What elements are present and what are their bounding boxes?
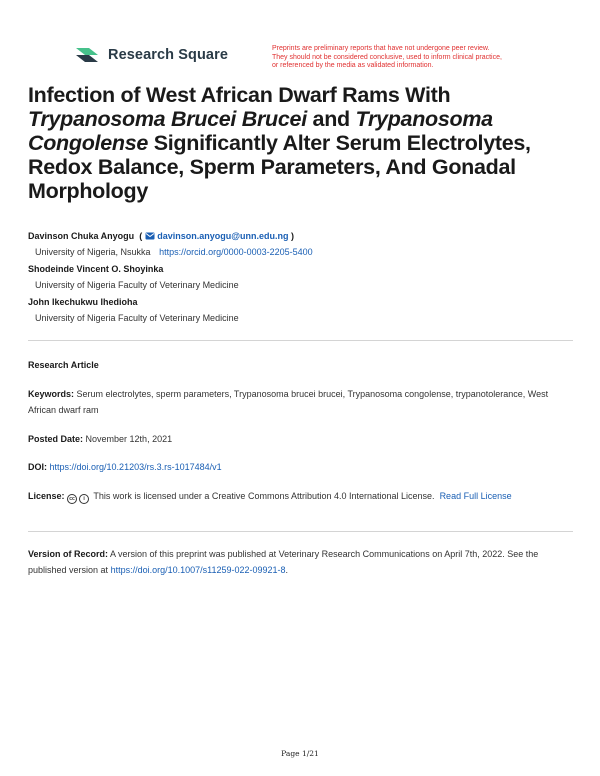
preprint-disclaimer xyxy=(272,45,542,71)
creative-commons-icon: cc xyxy=(67,494,77,504)
page-number: Page 1/21 xyxy=(281,749,319,758)
title-italic: Trypanosoma Brucei Brucei xyxy=(28,107,307,131)
brand-name: Research Square xyxy=(108,47,228,63)
disclaimer-line: They should not be considered conclusive, used to inform clinical practice, xyxy=(272,53,502,61)
attribution-icon: i xyxy=(79,494,89,504)
divider xyxy=(28,531,573,532)
author-name: Shodeinde Vincent O. Shoyinka xyxy=(28,264,164,274)
research-square-logo-icon xyxy=(73,45,101,65)
article-type xyxy=(28,357,573,373)
posted-date-label: Posted Date: xyxy=(28,434,84,444)
affiliation-text: University of Nigeria Faculty of Veterinary Medicine xyxy=(35,280,239,290)
version-of-record: Version of Record: A version of this preprint was published at Veterinary Research Communications on April 7th, 2022. See the published version at https://doi.org/10.1007/s11259-022-09921-8. xyxy=(28,549,539,575)
posted-date xyxy=(28,431,573,447)
read-full-license-link[interactable]: Read Full License xyxy=(439,491,512,501)
author-affiliation xyxy=(28,277,573,294)
author xyxy=(28,294,573,310)
author-list xyxy=(28,228,573,327)
doi-label: DOI: xyxy=(28,462,47,472)
author xyxy=(28,261,573,277)
published-version-link[interactable]: https://doi.org/10.1007/s11259-022-09921-8 xyxy=(110,565,286,575)
author: Davinson Chuka Anyogu ( davinson.anyogu@unn.edu.ng ) xyxy=(28,231,295,241)
disclaimer-line: or referenced by the media as validated information. xyxy=(272,62,434,70)
posted-date-value: November 12th, 2021 xyxy=(85,434,173,444)
orcid-link[interactable]: https://orcid.org/0000-0003-2205-5400 xyxy=(159,247,313,257)
divider xyxy=(28,340,573,341)
keywords-label: Keywords: xyxy=(28,389,75,399)
affiliation-text: University of Nigeria Faculty of Veterinary Medicine xyxy=(35,313,239,323)
title-part: Infection of West African Dwarf Rams With xyxy=(28,83,451,107)
license-text: This work is licensed under a Creative Commons Attribution 4.0 International License. xyxy=(93,491,435,501)
doi-link[interactable]: https://doi.org/10.21203/rs.3.rs-1017484/v1 xyxy=(49,462,222,472)
author-name: John Ikechukwu Ihedioha xyxy=(28,297,138,307)
affiliation-text: University of Nigeria, Nsukka xyxy=(35,247,151,257)
author-affiliation xyxy=(28,244,573,261)
article-title xyxy=(28,83,573,203)
version-label: Version of Record: xyxy=(28,549,109,559)
research-square-logo[interactable] xyxy=(73,45,228,65)
license-label: License: xyxy=(28,491,65,501)
title-italic: Trypanosoma Congolense xyxy=(28,107,493,155)
author-email-link[interactable]: davinson.anyogu@unn.edu.ng xyxy=(157,231,289,241)
disclaimer-line: Preprints are preliminary reports that have not undergone peer review. xyxy=(272,45,490,52)
author-name: Davinson Chuka Anyogu xyxy=(28,231,135,241)
keywords-value: Serum electrolytes, sperm parameters, Trypanosoma brucei brucei, Trypanosoma congolense, trypanotolerance, West African dwarf ram xyxy=(28,389,549,415)
version-text: A version of this preprint was published at Veterinary Research Communications on April 7th, 2022. See the published version at xyxy=(28,549,539,575)
keywords xyxy=(28,386,573,418)
envelope-icon xyxy=(145,232,155,240)
article-type-label: Research Article xyxy=(28,360,99,370)
title-part: and xyxy=(306,107,356,131)
doi xyxy=(28,459,573,475)
license xyxy=(28,488,573,504)
title-part: Significantly Alter Serum Electrolytes, Redox Balance, Sperm Parameters, And Gonadal Morphology xyxy=(28,131,531,203)
author-affiliation xyxy=(28,310,573,327)
